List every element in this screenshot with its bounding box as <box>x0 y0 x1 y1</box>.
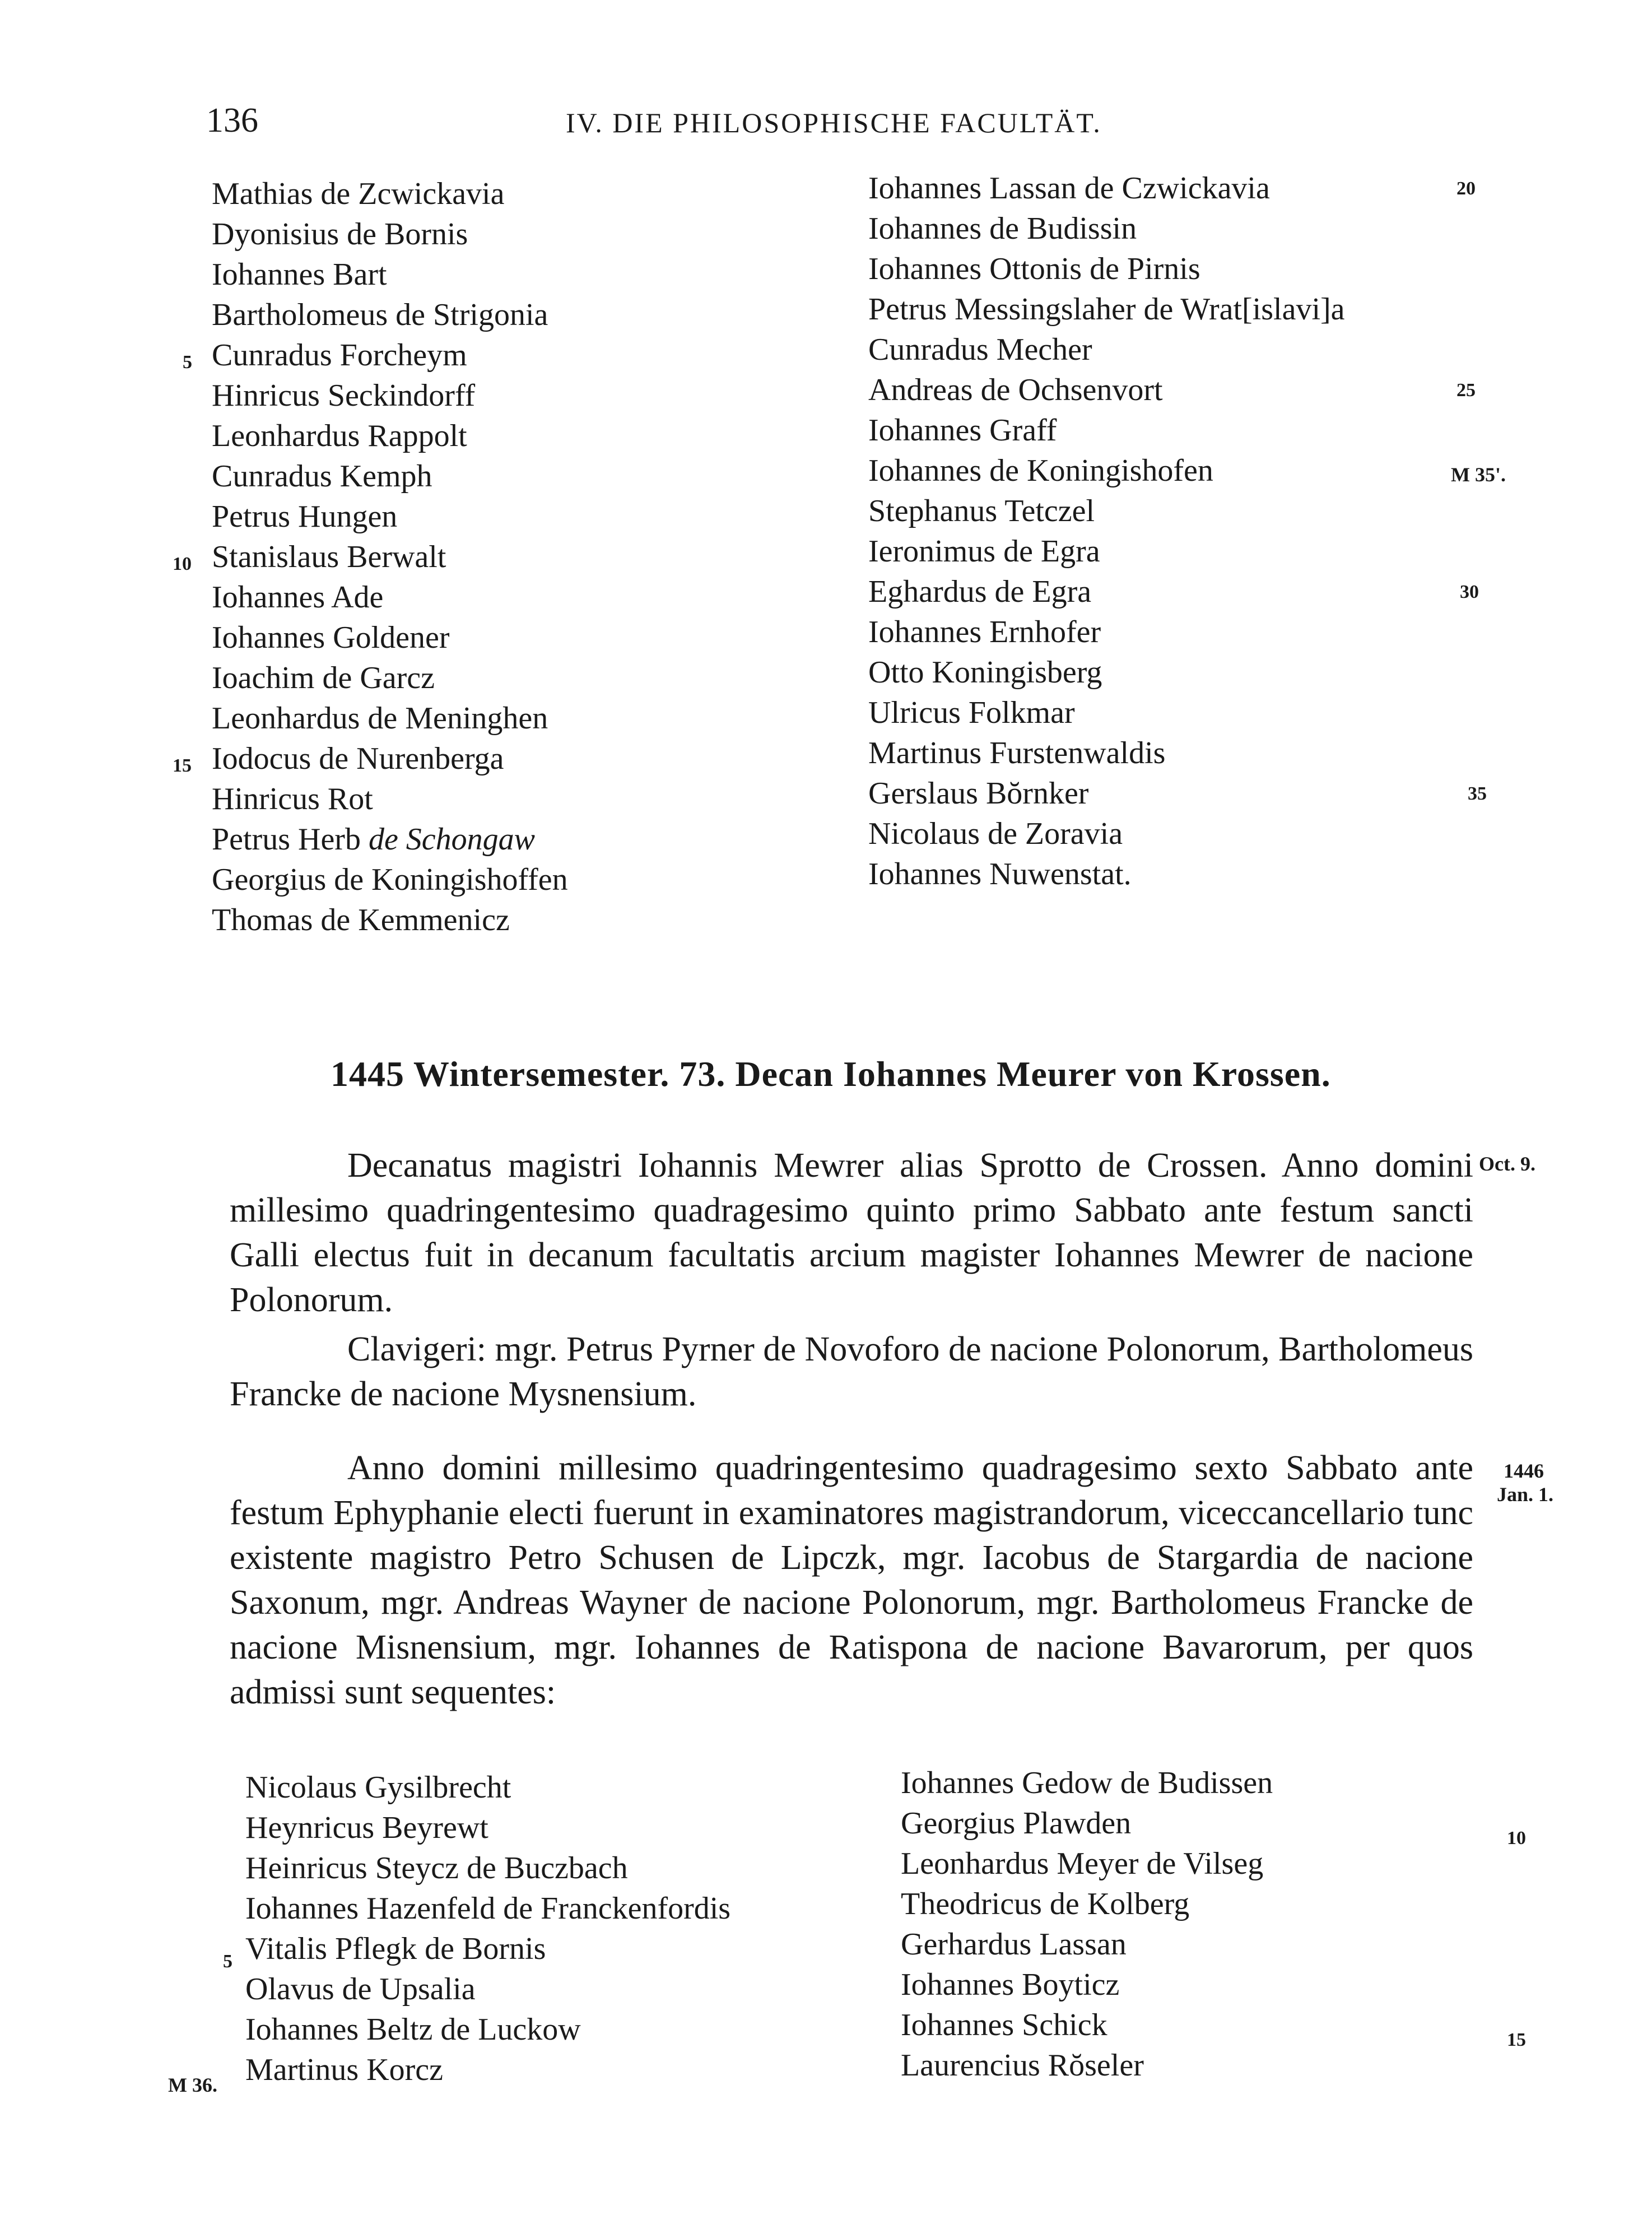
list-item: Iohannes Ottonis de Pirnis <box>868 252 1200 286</box>
section1-left-column <box>212 174 828 940</box>
list-item: Iohannes Hazenfeld de Franckenfordis <box>245 1891 731 1926</box>
name-italic-suffix: de Schongaw <box>368 822 536 857</box>
list-item: Stephanus Tetczel <box>868 494 1095 528</box>
list-item: Vitalis Pflegk de Bornis <box>245 1931 546 1966</box>
margin-year: 1446 <box>1504 1460 1544 1482</box>
list-item: Iohannes Boyticz <box>901 1967 1120 2002</box>
list-item: Otto Koningisberg <box>868 655 1102 690</box>
section2-right-column <box>901 1763 1461 2086</box>
section2-left-column <box>245 1767 862 2090</box>
list-item: Nicolaus de Zoravia <box>868 816 1123 851</box>
list-item: Leonhardus Rappolt <box>212 419 467 453</box>
list-item: Iohannes Nuwenstat. <box>868 857 1132 891</box>
line-number: 10 <box>173 554 192 574</box>
list-item: Iohannes Gedow de Budissen <box>901 1766 1273 1800</box>
paragraph-decanatus <box>230 1143 1473 1322</box>
margin-reference: M 36. <box>168 2074 217 2096</box>
list-item: Cunradus Mecher <box>868 332 1092 367</box>
list-item: Laurencius Rŏseler <box>901 2048 1144 2083</box>
list-item: Iohannes Ernhofer <box>868 615 1101 649</box>
list-item: Iodocus de Nurenberga <box>212 741 504 776</box>
running-title: IV. DIE PHILOSOPHISCHE FACULTÄT. <box>566 107 1102 138</box>
list-item: Cunradus Kemph <box>212 459 432 494</box>
line-number: 5 <box>183 352 192 373</box>
list-item: Leonhardus Meyer de Vilseg <box>901 1846 1264 1881</box>
line-number: 15 <box>173 755 192 776</box>
list-item: Heinricus Steycz de Buczbach <box>245 1851 628 1886</box>
list-item: Iohannes de Budissin <box>868 211 1137 246</box>
list-item: Petrus Hungen <box>212 499 398 534</box>
line-number: 30 <box>1460 582 1479 602</box>
list-item: Petrus Messingslaher de Wrat[islavi]a <box>868 292 1345 327</box>
list-item: Georgius Plawden <box>901 1806 1132 1841</box>
line-number: 15 <box>1507 2030 1526 2050</box>
list-item: Leonhardus de Meninghen <box>212 701 548 736</box>
list-item: Iohannes Lassan de Czwickavia <box>868 171 1270 206</box>
section-heading: 1445 Wintersemester. 73. Decan Iohannes Meurer von Krossen. <box>331 1054 1331 1094</box>
list-item: Gerhardus Lassan <box>901 1927 1127 1962</box>
line-number: 35 <box>1468 783 1487 804</box>
line-number: 5 <box>223 1951 232 1972</box>
list-item: Martinus Korcz <box>245 2052 444 2087</box>
list-item: Andreas de Ochsenvort <box>868 373 1163 407</box>
list-item: Bartholomeus de Strigonia <box>212 298 548 332</box>
list-item: Iohannes Ade <box>212 580 384 615</box>
paragraph-examinatores <box>230 1446 1473 1715</box>
list-item: Eghardus de Egra <box>868 574 1092 609</box>
section1-right-column <box>868 168 1428 894</box>
list-item: Thomas de Kemmenicz <box>212 903 510 937</box>
list-item <box>212 819 828 860</box>
paragraph-text: Clavigeri: mgr. Petrus Pyrner de Novoforo de nacione Polonorum, Bartholomeus Francke de nacione Mysnensium. <box>230 1330 1473 1413</box>
list-item: Ieronimus de Egra <box>868 534 1100 569</box>
list-item: Olavus de Upsalia <box>245 1972 476 2007</box>
paragraph-text: Decanatus magistri Iohannis Mewrer alias Sprotto de Crossen. Anno domini millesimo quadringentesimo quadragesimo quinto primo Sabbato ante festum sancti Galli electus fuit in decanum facultatis arcium magister Iohannes Mewrer de nacione Polonorum. <box>230 1146 1473 1319</box>
list-item: Hinricus Seckindorff <box>212 378 476 413</box>
line-number: 10 <box>1507 1828 1526 1849</box>
list-item: Iohannes Bart <box>212 257 387 292</box>
line-number: 25 <box>1456 380 1476 401</box>
list-item: Iohannes Beltz de Luckow <box>245 2012 581 2047</box>
list-item: Gerslaus Bŏrnker <box>868 776 1089 811</box>
margin-date: Jan. 1. <box>1497 1483 1554 1506</box>
list-item: Iohannes Schick <box>901 2008 1107 2042</box>
list-item: Iohannes Graff <box>868 413 1057 448</box>
list-item: Stanislaus Berwalt <box>212 540 446 574</box>
list-item: Dyonisius de Bornis <box>212 217 468 252</box>
list-item: Ioachim de Garcz <box>212 661 435 695</box>
list-item: Martinus Furstenwaldis <box>868 736 1166 770</box>
paragraph-text: Anno domini millesimo quadringentesimo quadragesimo sexto Sabbato ante festum Ephyphanie electi fuerunt in examinatores magistrandorum, viceccancellario tunc existente magistro Petro Schusen de Lipczk, mgr. Iacobus de Stargardia de nacione Saxonum, mgr. Andreas Wayner de nacione Polonorum, mgr. Bartholomeus Francke de nacione Misnensium, mgr. Iohannes de Ratispona de nacione Bavarorum, per quos admissi sunt sequentes: <box>230 1449 1473 1711</box>
paragraph-clavigeri <box>230 1327 1473 1417</box>
page-number: 136 <box>206 101 258 140</box>
list-item: Hinricus Rot <box>212 782 373 816</box>
margin-date: Oct. 9. <box>1479 1153 1535 1175</box>
list-item: Heynricus Beyrewt <box>245 1810 488 1845</box>
list-item: Iohannes de Koningishofen <box>868 453 1213 488</box>
list-item: Mathias de Zcwickavia <box>212 177 505 211</box>
margin-reference: M 35'. <box>1451 463 1506 486</box>
list-item: Theodricus de Kolberg <box>901 1887 1190 1921</box>
list-item: Iohannes Goldener <box>212 620 450 655</box>
list-item: Ulricus Folkmar <box>868 695 1075 730</box>
line-number: 20 <box>1456 178 1476 199</box>
list-item: Nicolaus Gysilbrecht <box>245 1770 511 1805</box>
name-text: Petrus Herb <box>212 822 361 857</box>
list-item: Cunradus Forcheym <box>212 338 467 373</box>
list-item: Georgius de Koningishoffen <box>212 862 568 897</box>
